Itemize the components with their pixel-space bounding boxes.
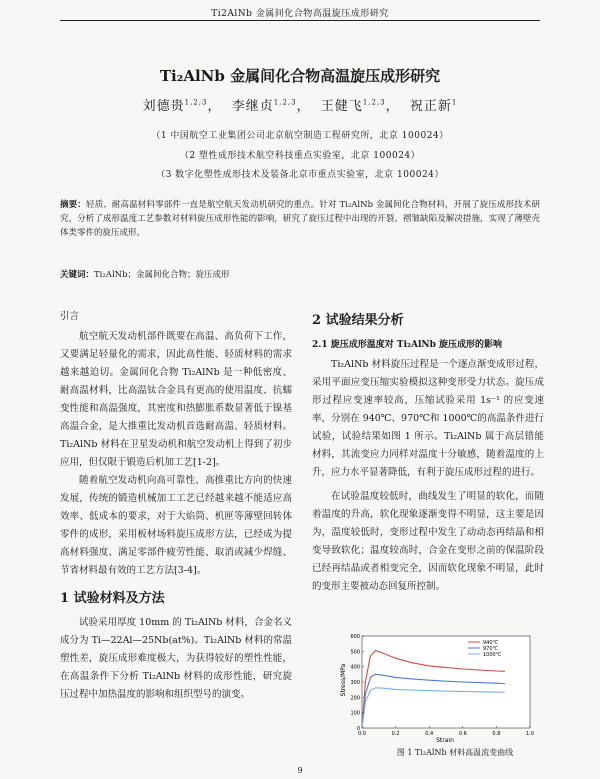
figure-1-caption: 图 1 Ti₂AlNb 材料高温流变曲线	[396, 748, 514, 757]
figure-1-flow-curves	[340, 632, 535, 744]
affiliation-3: （3 数字化塑性成形技术及装备北京市重点实验室，北京 100024）	[156, 170, 444, 180]
x-axis-label: Strain	[436, 737, 454, 744]
abstract	[60, 198, 540, 240]
right-column	[312, 308, 544, 596]
author-name: 祝正新	[409, 99, 452, 114]
y-tick-label: 500	[350, 649, 360, 656]
plot-frame	[362, 636, 530, 728]
keywords-text: Ti₂AlNb；金属间化合物；旋压成形	[94, 270, 230, 280]
intro-heading: 引言	[60, 311, 80, 322]
y-tick-label: 200	[350, 695, 360, 702]
left-column	[60, 308, 292, 704]
y-axis-label: Stress/MPa	[340, 663, 347, 697]
x-tick-label: 0.8	[492, 731, 501, 737]
section-2-heading: 2 试验结果分析	[312, 313, 404, 328]
section-2-1-paragraph-2: 在试验温度较低时，曲线发生了明显的软化，而随着温度的升高，软化现象逐渐变得不明显，这主要是因为，温度较低时，变形过程中发生了动动态再结晶和相变导致软化；温度较高时，合金在变形之前的保温阶段已经再结晶或者相变完全，因而软化现象不明显，此时的变形主要被动态回复所控制。	[312, 491, 544, 592]
paper-title: Ti₂AlNb 金属间化合物高温旋压成形研究	[159, 67, 441, 85]
keywords	[60, 268, 540, 280]
x-tick-label: 0.6	[458, 731, 467, 737]
x-tick-label: 0.4	[425, 731, 434, 737]
abstract-label: 摘要：	[60, 200, 86, 210]
author-name: 刘德贵	[142, 99, 185, 114]
author-affil-sup: 1	[451, 98, 458, 107]
section-1-paragraph: 试验采用厚度 10mm 的 Ti₂AlNb 材料，合金名义成分为 Ti—22Al—25Nb(at%)。Ti₂AlNb 材料的常温塑性差，旋压成形难度极大，为获得较好的塑性性能，在高温条件下分析 Ti₂AlNb 材料的成形性能，研究旋压过程中加热温度的影响和组织型号的演变。	[60, 617, 292, 700]
y-tick-label: 0	[356, 726, 360, 732]
abstract-text: 轻质、耐高温材料零部件一直是航空航天发动机研究的重点。针对 Ti₂AlNb 金属间化合物材料，开展了旋压成形技术研究，分析了成形温度工艺参数对材料旋压成形性能的影响，研究了旋压过程中出现的开裂、褶皱缺陷及解决措施，实现了薄壁壳体类零件的旋压成形。	[60, 200, 540, 238]
header-rule	[60, 20, 540, 21]
y-tick-label: 400	[350, 664, 360, 671]
page-number: 9	[297, 766, 303, 775]
section-1-heading: 1 试验材料及方法	[60, 591, 165, 606]
author-affil-sup: 1,2,3	[184, 98, 208, 107]
author-affil-sup: 1,2,3	[362, 98, 386, 107]
affiliation-2: （2 塑性成形技术航空科技重点实验室，北京 100024）	[179, 151, 421, 161]
intro-paragraph-1: 航空航天发动机部件既要在高温、高负荷下工作，又要满足轻量化的需求，因此高性能、轻质材料的需求越来越迫切。金属间化合物 Ti₂AlNb 是一种低密度、耐高温材料，比高温钛合金具有更高的使用温度、抗蠕变性能和高温强度，其密度和热膨胀系数显著低于镍基高温合金，是大推重比发动机首选耐高温、轻质材料。Ti₂AlNb 材料在卫星发动机和航空发动机上得到了初步应用，但仅限于锻造后机加工艺[1-2]。	[60, 331, 292, 468]
x-tick-label: 0.2	[391, 731, 400, 737]
author-name: 王健飞	[320, 99, 363, 114]
running-head: Ti2AlNb 金属间化合物高温旋压成形研究	[211, 9, 389, 19]
x-tick-label: 0.0	[358, 731, 366, 737]
legend-label: 1000℃	[483, 652, 502, 658]
legend-label: 970℃	[483, 646, 499, 652]
intro-paragraph-2: 随着航空发动机向高可靠性、高推重比方向的快速发展，传统的锻造机械加工工艺已经越来越不能适应高效率、低成本的要求，对于大焰筒、机匣等薄壁回转体零件的成形，采用板材场料旋压成形方法，已经成为提高材料强度、满足零部件疲劳性能、取消或减少焊缝、节省材料最有效的工艺方法[3-4]。	[60, 475, 292, 576]
keywords-label: 关键词：	[60, 270, 95, 280]
y-tick-label: 300	[350, 680, 360, 686]
section-2-1-paragraph-1: Ti₂AlNb 材料旋压过程是一个逐点渐变成形过程，采用平面应变压缩实验模拟这种变形受力状态。旋压成形过程应变速率较高，压缩试验采用 1s⁻¹ 的应变速率，分别在 940℃、970℃和 1000℃的高温条件进行试验，试验结果如图 1 所示。Ti₂AlNb 属于高层错能材料，其流变应力同样对温度十分敏感，随着温度的上升，应力水平显著降低，有利于旋压成形过程的进行。	[312, 359, 544, 478]
author-name: 李继贞	[231, 99, 274, 114]
legend-label: 940℃	[483, 640, 499, 646]
y-tick-label: 600	[350, 634, 360, 640]
author-affil-sup: 1,2,3	[273, 98, 297, 107]
x-tick-label: 1.0	[526, 731, 534, 737]
author-list: 刘德贵$^{1,2,3}$， 李继贞$^{1,2,3}$， 王健飞$^{1,2,3}$， 祝正新$^1$	[142, 98, 458, 114]
affiliation-1: （1 中国航空工业集团公司北京航空制造工程研究所，北京 100024）	[151, 131, 449, 141]
section-2-1-heading: 2.1 旋压成形温度对 Ti₂AlNb 旋压成形的影响	[312, 340, 503, 350]
y-tick-label: 100	[350, 710, 360, 717]
